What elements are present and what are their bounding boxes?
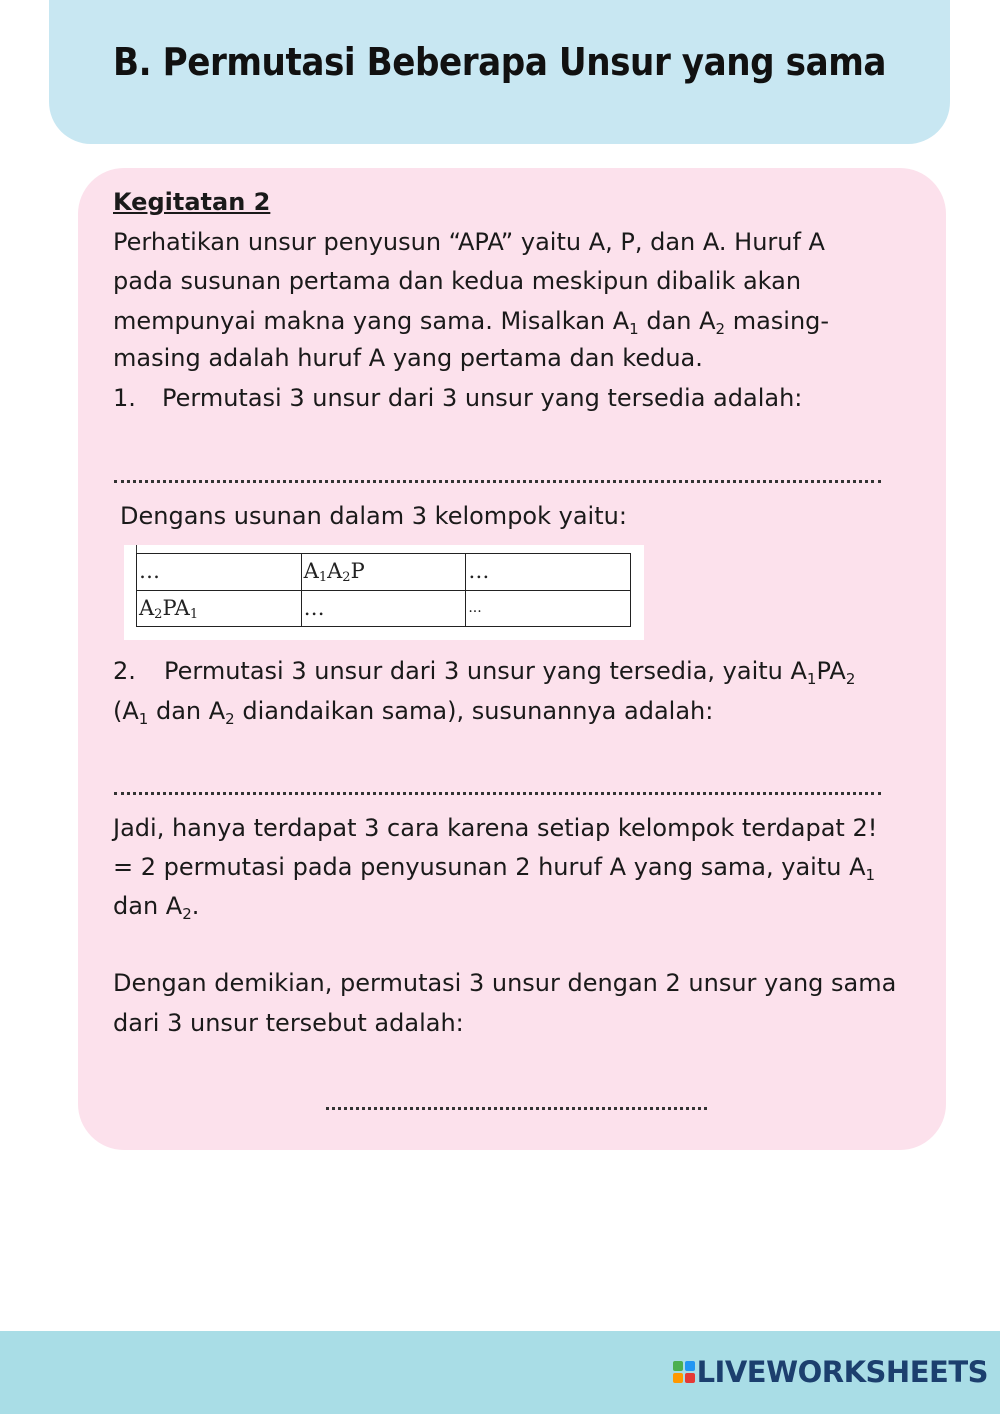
table-cell: $A_2PA_1$	[137, 590, 302, 627]
intro-line-1: Perhatikan unsur penyusun “APA” yaitu A, P, dan A. Huruf A	[113, 228, 825, 256]
title-banner	[49, 0, 950, 144]
final-line-2: dari 3 unsur tersebut adalah:	[113, 1009, 464, 1037]
page-title: B. Permutasi Beberapa Unsur yang sama	[112, 40, 887, 84]
table-cell[interactable]: …	[137, 554, 302, 591]
brand-logo[interactable]	[673, 1355, 988, 1389]
logo-square-blue	[685, 1361, 695, 1371]
item2-line-1: Permutasi 3 unsur dari 3 unsur yang tersedia, yaitu $A_1PA_2$	[164, 657, 856, 688]
conclusion-line-3: dan $A_2$.	[113, 892, 200, 923]
table-cell: $A_1A_2P$	[301, 554, 466, 591]
logo-square-orange	[673, 1373, 683, 1383]
item2-line-2: ($A_1$ dan $A_2$ diandaikan sama), susunannya adalah:	[113, 697, 714, 728]
permutation-table	[136, 553, 631, 627]
final-line-1: Dengan demikian, permutasi 3 unsur dengan 2 unsur yang sama	[113, 969, 897, 997]
conclusion-line-2: = 2 permutasi pada penyusunan 2 huruf A yang sama, yaitu $A_1$	[113, 853, 876, 884]
table-cell[interactable]: …	[301, 590, 466, 627]
answer-blank-1[interactable]	[114, 480, 881, 483]
logo-square-green	[673, 1361, 683, 1371]
table-cell[interactable]: …	[466, 554, 631, 591]
intro-line-3: mempunyai makna yang sama. Misalkan $A_1$ dan $A_2$ masing-	[113, 307, 830, 338]
answer-blank-3[interactable]	[326, 1107, 707, 1110]
item1-number: 1.	[113, 384, 136, 412]
activity-heading: Kegitatan 2	[113, 188, 271, 216]
table-cell[interactable]: ...	[466, 590, 631, 627]
logo-square-red	[685, 1373, 695, 1383]
item2-number: 2.	[113, 657, 136, 685]
table-mark	[136, 545, 137, 553]
group-text: Dengans usunan dalam 3 kelompok yaitu:	[120, 502, 627, 530]
intro-line-4: masing adalah huruf A yang pertama dan kedua.	[113, 344, 703, 372]
answer-blank-2[interactable]	[114, 792, 881, 795]
footer-bar	[0, 1331, 1000, 1414]
intro-line-2: pada susunan pertama dan kedua meskipun dibalik akan	[113, 267, 802, 295]
table-row	[137, 590, 631, 627]
item1-text: Permutasi 3 unsur dari 3 unsur yang tersedia adalah:	[162, 384, 803, 412]
conclusion-line-1: Jadi, hanya terdapat 3 cara karena setiap kelompok terdapat 2!	[113, 814, 878, 842]
brand-text: LIVEWORKSHEETS	[696, 1355, 988, 1389]
table-row	[137, 554, 631, 591]
liveworksheets-logo-icon	[673, 1361, 695, 1383]
